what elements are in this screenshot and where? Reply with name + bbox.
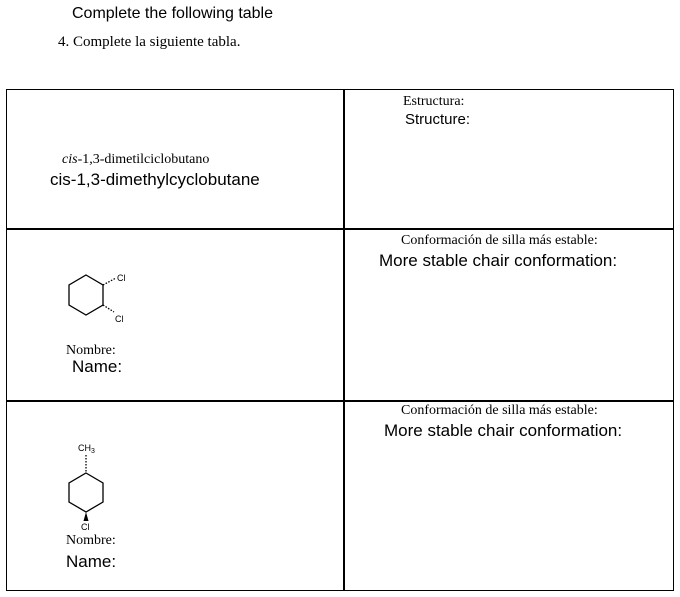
methyl-label: $CH_3$ xyxy=(78,443,95,455)
cyclohexane-ring-2 xyxy=(69,473,103,512)
chair-label-spanish: Conformación de silla más estable: xyxy=(401,233,598,248)
solid-wedge-bond-chlorine xyxy=(84,512,89,521)
name-label-english: Name: xyxy=(72,357,123,376)
name-answer-area-2[interactable] xyxy=(8,574,341,589)
heading-english: Complete the following table xyxy=(72,5,274,22)
chair-answer-area-2[interactable] xyxy=(345,445,670,588)
chlorine-label-bottom: Cl xyxy=(115,314,124,324)
name-label-spanish: Nombre: xyxy=(66,343,116,358)
structure-label-spanish: Estructura: xyxy=(403,94,465,109)
compound-name-english: cis-1,3-dimethylcyclobutane xyxy=(50,170,260,189)
name-label-english-2: Name: xyxy=(66,552,117,571)
cis-prefix: cis xyxy=(62,152,78,167)
chair-label-english-2: More stable chair conformation: xyxy=(384,421,623,440)
compound-name-rest: -1,3-dimetilciclobutano xyxy=(77,152,210,167)
chlorine-label: Cl xyxy=(81,522,90,532)
chlorine-label-top: Cl xyxy=(117,273,126,283)
heading-spanish: 4. Complete la siguiente tabla. xyxy=(58,34,241,50)
structure-label-english: Structure: xyxy=(405,111,471,128)
name-label-spanish-2: Nombre: xyxy=(66,533,116,548)
chair-label-spanish-2: Conformación de silla más estable: xyxy=(401,403,598,418)
chair-label-english: More stable chair conformation: xyxy=(379,251,618,270)
